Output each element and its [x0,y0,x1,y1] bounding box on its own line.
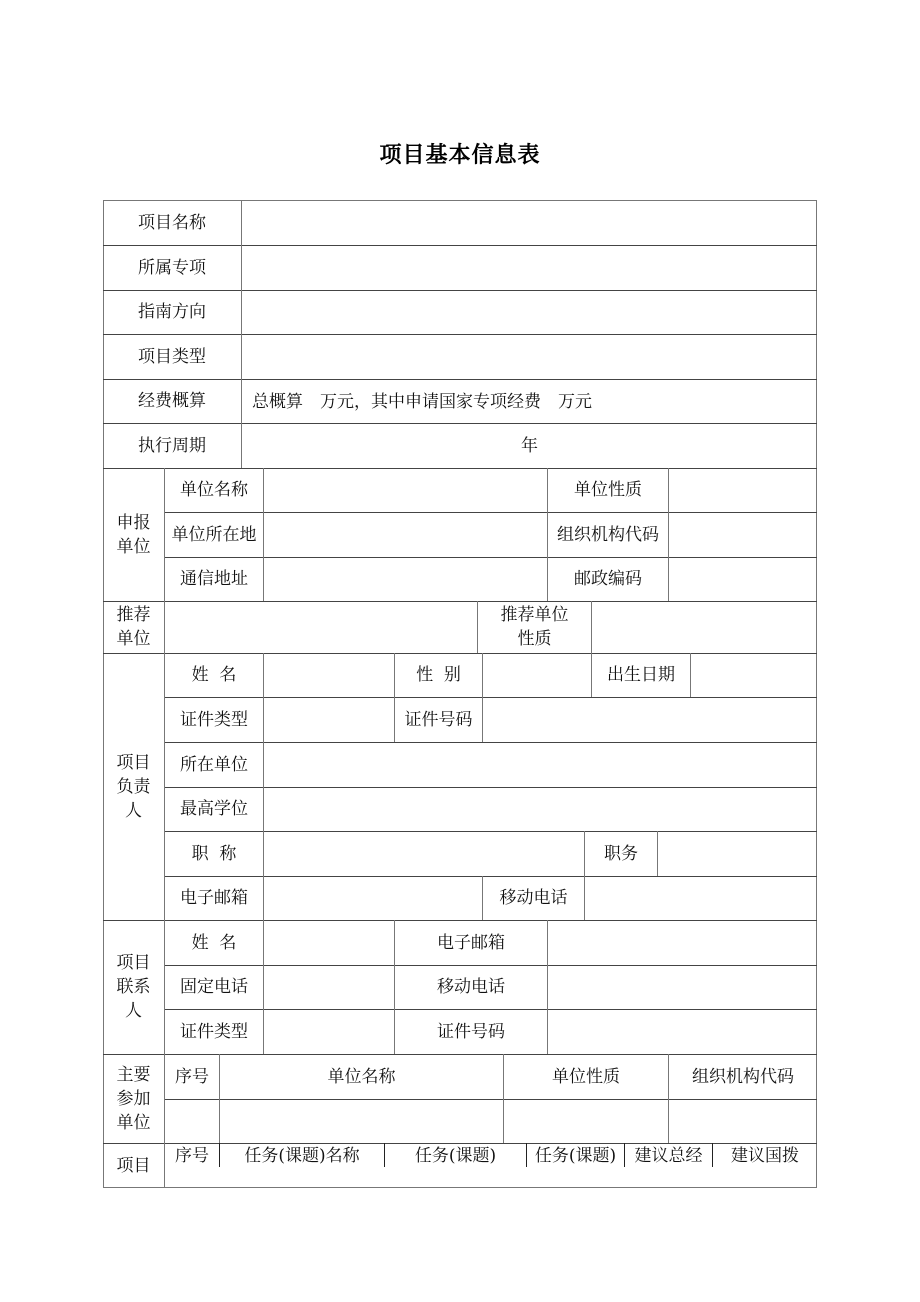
project-name-label: 项目名称 [138,212,206,233]
label-line: 推荐单位 [500,605,569,625]
postal-code-label: 邮政编码 [574,569,642,589]
group-label-line: 单位 [116,536,151,557]
participants-col-header: 序号 [175,1066,209,1087]
contact-name-label: 姓 名 [191,932,237,953]
tasks-col-header: 任务(课题) [414,1146,497,1166]
leader-id-type-field[interactable] [264,698,394,742]
period-label: 执行周期 [138,435,206,456]
recommend-unit-field[interactable] [165,602,477,653]
guide-direction-field[interactable] [242,291,817,334]
unit-name-field[interactable] [264,469,547,512]
group-label-line: 项目 [116,752,151,773]
contact-id-type-field[interactable] [264,1010,394,1054]
leader-name-label: 姓 名 [191,665,237,685]
tasks-col-header: 建议国拨 [731,1146,799,1166]
leader-mobile-field[interactable] [585,877,817,920]
recommend-unit-nature-label [478,601,591,653]
project-type-field[interactable] [242,335,817,379]
leader-birth-label: 出生日期 [607,665,675,685]
leader-gender-label: 性 别 [416,665,461,685]
leader-position-label: 职务 [604,843,638,864]
leader-employer-field[interactable] [264,743,817,787]
leader-id-type-label: 证件类型 [180,709,248,730]
group-label-line: 推荐 [116,605,151,625]
participants-cell[interactable] [669,1100,817,1143]
applicant-unit-group-label [103,468,164,601]
leader-employer-label: 所在单位 [180,754,248,775]
contact-phone-field[interactable] [264,966,394,1009]
recommend-unit-group-label [103,601,164,653]
group-label-line: 人 [125,800,142,821]
leader-group-label [103,653,164,920]
contact-phone-label: 固定电话 [180,977,248,997]
project-name-field[interactable] [242,201,817,245]
org-code-label: 组织机构代码 [557,524,659,545]
tasks-col-header: 任务(课题) [534,1146,617,1166]
unit-location-field[interactable] [264,513,547,557]
unit-location-label: 单位所在地 [171,524,257,545]
group-label-line: 主要 [116,1064,151,1085]
contact-id-number-field[interactable] [548,1010,817,1054]
leader-title-field[interactable] [264,832,584,876]
group-label-line: 单位 [116,629,151,649]
leader-position-field[interactable] [658,832,817,876]
page-title: 项目基本信息表 [379,143,541,168]
contact-mobile-label: 移动电话 [437,977,505,997]
group-label-line: 联系 [116,977,151,997]
guide-direction-label: 指南方向 [138,302,206,322]
leader-birth-field[interactable] [691,654,817,697]
participants-col-header: 单位性质 [552,1066,620,1087]
leader-email-label: 电子邮箱 [180,888,248,908]
leader-mobile-label: 移动电话 [499,888,568,908]
group-label-line: 项目 [116,953,151,973]
contact-id-type-label: 证件类型 [180,1021,248,1042]
budget-field[interactable]: 总概算 万元，其中申请国家专项经费 万元 [252,391,592,412]
period-field[interactable]: 年 [521,436,538,456]
contact-id-number-label: 证件号码 [437,1021,505,1042]
contact-email-label: 电子邮箱 [437,932,505,953]
leader-email-field[interactable] [264,877,482,920]
leader-title-label: 职 称 [191,843,237,864]
participants-col-header: 组织机构代码 [692,1066,794,1087]
participants-col-header: 单位名称 [327,1066,396,1087]
mail-address-label: 通信地址 [180,569,248,589]
tasks-group-label: 项目 [116,1155,151,1176]
tasks-col-header: 序号 [175,1146,209,1166]
label-line: 性质 [517,629,552,649]
mail-address-field[interactable] [264,558,547,601]
group-label-line: 负责 [116,776,151,797]
leader-gender-field[interactable] [483,654,591,697]
group-label-line: 人 [125,1001,142,1021]
special-program-field[interactable] [242,246,817,290]
participants-cell[interactable] [165,1100,219,1143]
special-program-label: 所属专项 [138,257,206,278]
project-type-label: 项目类型 [138,346,206,367]
group-label-line: 单位 [116,1112,151,1133]
leader-id-number-field[interactable] [483,698,817,742]
leader-name-field[interactable] [264,654,394,697]
contact-email-field[interactable] [548,921,817,965]
contact-mobile-field[interactable] [548,966,817,1009]
tasks-col-header: 建议总经 [634,1146,703,1166]
org-code-field[interactable] [669,513,817,557]
budget-label: 经费概算 [138,391,206,411]
unit-name-label: 单位名称 [180,480,248,500]
contact-group-label [103,920,164,1054]
leader-id-number-label: 证件号码 [404,709,473,730]
recommend-unit-nature-field[interactable] [592,602,817,653]
group-label-line: 参加 [116,1088,151,1109]
tasks-col-header: 任务(课题)名称 [244,1146,360,1166]
contact-name-field[interactable] [264,921,394,965]
participants-cell[interactable] [220,1100,503,1143]
group-label-line: 申报 [116,512,151,533]
unit-nature-label: 单位性质 [574,480,642,500]
participants-cell[interactable] [504,1100,668,1143]
postal-code-field[interactable] [669,558,817,601]
leader-degree-label: 最高学位 [180,799,248,819]
unit-nature-field[interactable] [669,469,817,512]
leader-degree-field[interactable] [264,788,817,831]
participants-group-label [103,1054,164,1143]
